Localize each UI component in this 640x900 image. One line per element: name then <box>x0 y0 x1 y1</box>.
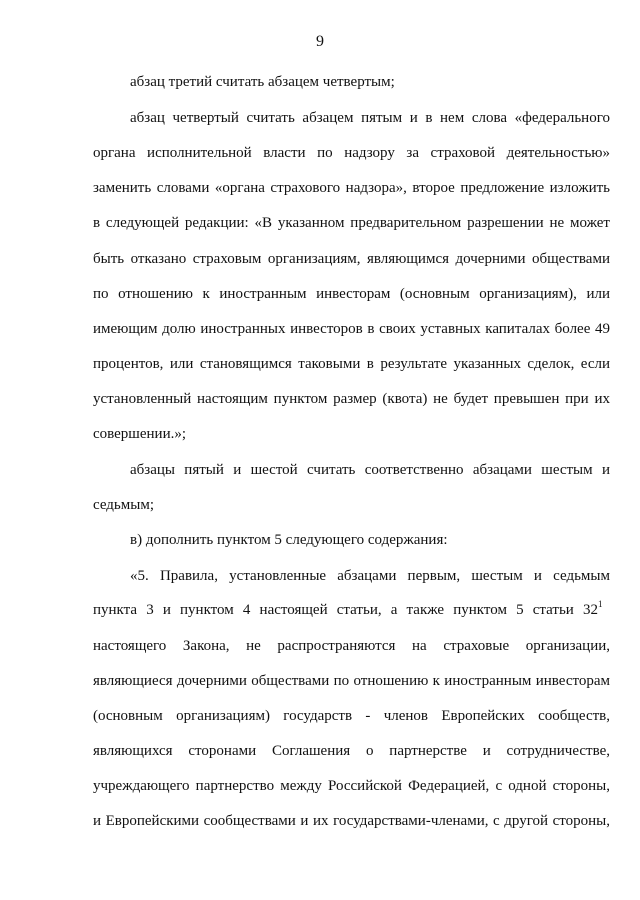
paragraph-line: (основным организациям) государств - членов Европейских сообществ, <box>93 708 610 724</box>
paragraph-line: органа исполнительной власти по надзору за страховой деятельностью» <box>93 145 610 161</box>
paragraph-line-text: пункта 3 и пунктом 4 настоящей статьи, а также пунктом 5 статьи 32 <box>93 602 598 618</box>
paragraph-line: «5. Правила, установленные абзацами первым, шестым и седьмым <box>130 568 610 584</box>
paragraph-line: являющиеся дочерними обществами по отношению к иностранным инвесторам <box>93 673 610 689</box>
paragraph-line: совершении.»; <box>93 426 187 442</box>
paragraph-line: настоящего Закона, не распространяются на страховые организации, <box>93 638 610 654</box>
paragraph-line: абзац четвертый считать абзацем пятым и в нем слова «федерального <box>130 110 610 126</box>
paragraph-line <box>93 598 610 622</box>
paragraph-line: и Европейскими сообществами и их государствами-членами, с другой стороны, <box>93 813 610 829</box>
paragraph-line: имеющим долю иностранных инвесторов в своих уставных капиталах более 49 <box>93 321 610 337</box>
paragraph-line: в) дополнить пунктом 5 следующего содержания: <box>130 532 448 548</box>
page-number: 9 <box>316 33 324 50</box>
paragraph-line: абзац третий считать абзацем четвертым; <box>130 74 395 90</box>
paragraph-line: процентов, или становящимся таковыми в результате указанных сделок, если <box>93 356 610 372</box>
paragraph-line: седьмым; <box>93 497 155 513</box>
paragraph-line: абзацы пятый и шестой считать соответственно абзацами шестым и <box>130 462 610 478</box>
paragraph-line: установленный настоящим пунктом размер (квота) не будет превышен при их <box>93 391 610 407</box>
paragraph-line: учреждающего партнерство между Российской Федерацией, с одной стороны, <box>93 778 610 794</box>
paragraph-line: в следующей редакции: «В указанном предварительном разрешении не может <box>93 215 610 231</box>
paragraph-line: по отношению к иностранным инвесторам (основным организациям), или <box>93 286 610 302</box>
paragraph-line: быть отказано страховым организациям, являющимся дочерними обществами <box>93 251 610 267</box>
footnote-superscript: 1 <box>598 599 603 609</box>
paragraph-line: заменить словами «органа страхового надзора», второе предложение изложить <box>93 180 610 196</box>
paragraph-line: являющихся сторонами Соглашения о партнерстве и сотрудничестве, <box>93 743 610 759</box>
